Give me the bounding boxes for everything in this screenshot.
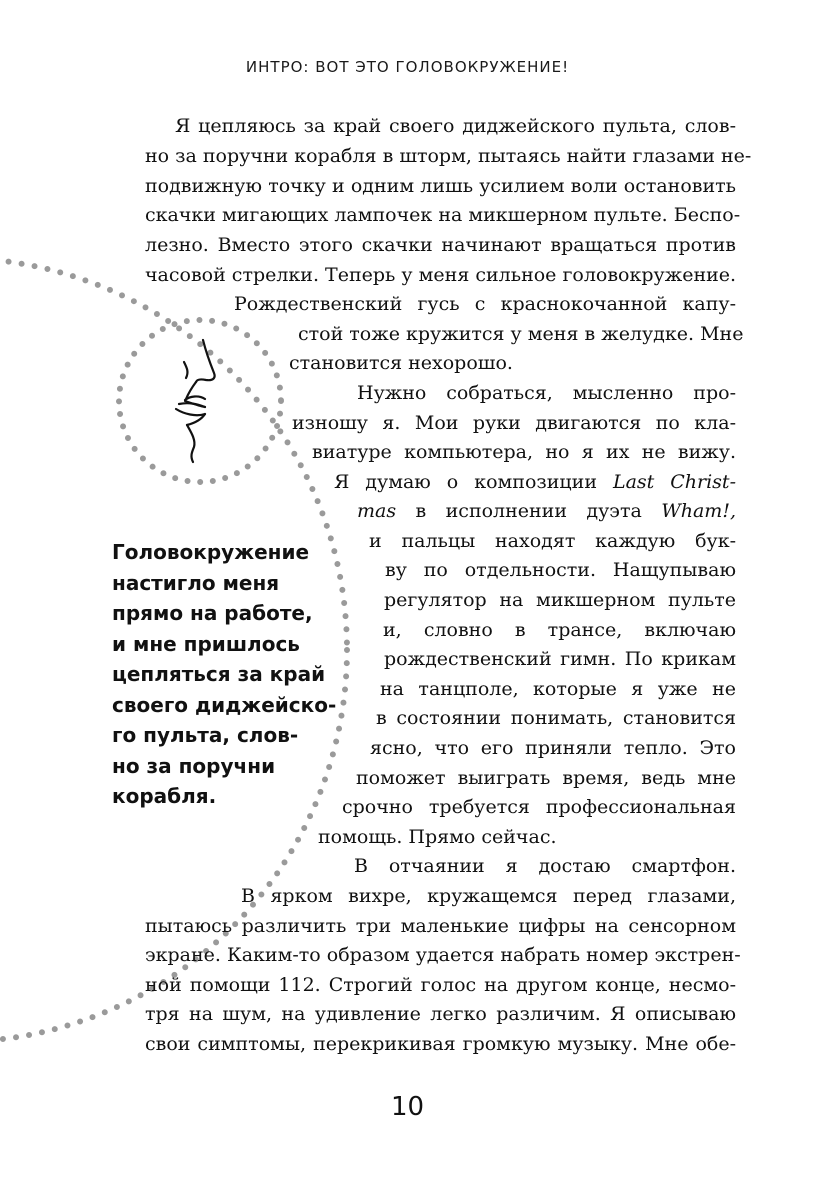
pull-quote-line: но за поручни [112,753,276,778]
body-line [357,499,736,524]
body-line: В отчаянии я достаю смартфон. [354,855,736,877]
pull-quote-line: прямо на работе, [112,601,313,625]
body-line: ясно, что его приняли тепло. Это [370,737,736,759]
body-line: поможет выиграть время, ведь мне [356,767,736,789]
body-line: но за поручни корабля в шторм, пытаясь найти глазами не- [145,145,752,167]
body-line: и пальцы находят каждую бук- [369,530,736,552]
body-line: Рождественский гусь с краснокочанной капу- [234,293,736,315]
band-name: Wham!, [661,500,737,522]
pull-quote-line: Головокружение [112,540,310,564]
pull-quote-line: настигло меня [112,570,280,595]
body-line: стой тоже кружится у меня в желудке. Мне [298,323,744,345]
body-line: рождественский гимн. По крикам [384,648,736,670]
body-line: свои симптомы, перекрикивая громкую музыку. Мне обе- [145,1033,736,1055]
body-line [334,470,736,495]
body-line: пытаюсь различить три маленькие цифры на сенсорном [145,915,736,937]
body-text: Я думаю о композиции [334,471,597,493]
song-title: mas [357,500,397,522]
body-line: в состоянии понимать, становится [376,707,736,729]
body-line: и, словно в трансе, включаю [383,619,736,641]
body-line: помощь. Прямо сейчас. [318,826,557,848]
body-line: срочно требуется профессиональная [342,796,736,818]
body-text: в исполнении дуэта [415,500,642,522]
body-line: изношу я. Мои руки двигаются по кла- [292,412,736,434]
body-line: на танцполе, которые я уже не [380,678,736,700]
running-header: ИНТРО: ВОТ ЭТО ГОЛОВОКРУЖЕНИЕ! [245,58,570,76]
face-profile-icon [176,340,215,462]
song-title: Last Christ- [612,471,736,493]
pull-quote [112,537,342,812]
body-line: экране. Каким-то образом удается набрать номер экстрен- [145,944,741,966]
body-line: лезно. Вместо этого скачки начинают вращаться против [145,234,736,256]
pull-quote-line: и мне пришлось [112,631,300,656]
body-line: тря на шум, на удивление легко различим. Я описываю [145,1003,736,1025]
pull-quote-line: го пульта, слов- [112,723,299,747]
pull-quote-line: корабля. [112,784,217,808]
body-line: часовой стрелки. Теперь у меня сильное головокружение. [145,264,737,286]
body-line: Я цепляюсь за край своего диджейского пульта, слов- [175,115,736,137]
body-line: становится нехорошо. [289,352,513,374]
body-line: ву по отдельности. Нащупываю [385,559,736,581]
body-line: подвижную точку и одним лишь усилием воли остановить [145,175,736,197]
pull-quote-line: своего диджейско- [112,692,337,717]
body-line: регулятор на микшерном пульте [384,589,736,611]
body-line: ной помощи 112. Строгий голос на другом конце, несмо- [145,974,736,996]
body-line: виатуре компьютера, но я их не вижу. [312,441,736,463]
page-number: 10 [390,1092,425,1122]
pull-quote-line: цепляться за край [112,662,326,686]
body-line: скачки мигающих лампочек на микшерном пульте. Беспо- [145,204,741,226]
body-line: Нужно собраться, мысленно про- [357,382,736,404]
body-line: В ярком вихре, кружащемся перед глазами, [241,885,736,907]
